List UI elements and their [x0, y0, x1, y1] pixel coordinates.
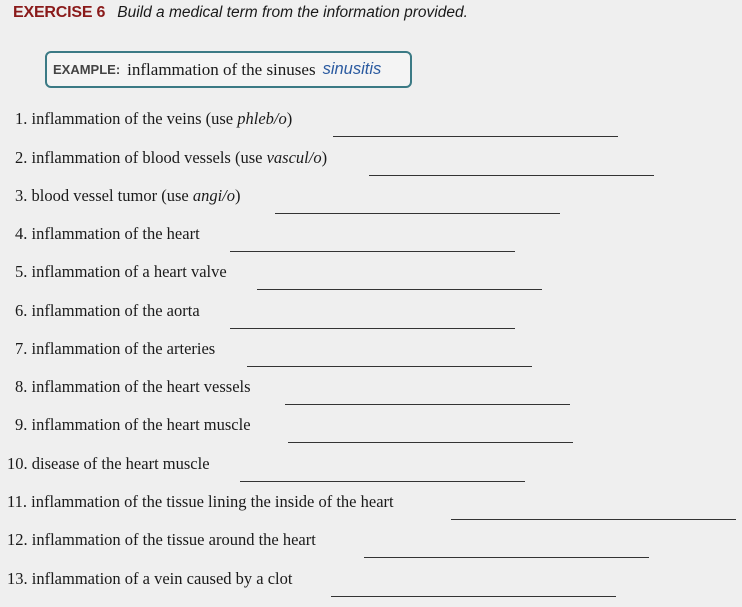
answer-blank[interactable] — [331, 596, 616, 597]
answer-blank[interactable] — [288, 442, 573, 443]
answer-blank[interactable] — [369, 175, 654, 176]
exercise-item-text — [15, 301, 200, 321]
item-prompt: inflammation of a heart valve — [31, 262, 227, 281]
exercise-item — [0, 569, 742, 607]
exercise-number: EXERCISE 6 — [13, 4, 106, 21]
item-prompt: inflammation of a vein caused by a clot — [31, 569, 293, 588]
exercise-item-text — [15, 415, 251, 435]
exercise-item — [0, 415, 742, 453]
exercise-item-text — [7, 454, 210, 474]
item-number: 5. — [15, 262, 32, 281]
example-answer: sinusitis — [322, 60, 382, 78]
item-prompt: inflammation of the arteries — [31, 339, 216, 358]
exercise-item-text — [15, 224, 200, 244]
exercise-item — [0, 492, 742, 530]
item-number: 7. — [15, 339, 32, 358]
item-number: 12. — [7, 530, 32, 549]
item-number: 3. — [15, 186, 32, 205]
item-number: 8. — [15, 377, 32, 396]
answer-blank[interactable] — [240, 481, 525, 482]
exercise-item-text — [15, 262, 227, 282]
item-root: angi/o — [192, 186, 235, 205]
example-box — [45, 51, 412, 88]
example-label: EXAMPLE: — [53, 62, 121, 77]
exercise-item — [0, 262, 742, 300]
exercise-item-text — [7, 569, 292, 589]
exercise-item — [0, 377, 742, 415]
item-prompt: disease of the heart muscle — [31, 454, 210, 473]
exercise-item-text — [7, 530, 316, 550]
item-suffix: ) — [234, 186, 241, 205]
item-prompt: inflammation of the tissue around the heart — [31, 530, 316, 549]
item-prompt: blood vessel tumor (use — [31, 186, 193, 205]
exercise-item — [0, 109, 742, 147]
exercise-instruction: Build a medical term from the information provided. — [117, 4, 468, 21]
exercise-header — [13, 4, 468, 26]
answer-blank[interactable] — [257, 289, 542, 290]
exercise-item — [0, 530, 742, 568]
item-prompt: inflammation of the aorta — [31, 301, 200, 320]
item-number: 4. — [15, 224, 32, 243]
answer-blank[interactable] — [247, 366, 532, 367]
answer-blank[interactable] — [230, 328, 515, 329]
exercise-item — [0, 339, 742, 377]
exercise-item-text — [15, 377, 251, 397]
exercise-item — [0, 224, 742, 262]
exercise-item — [0, 454, 742, 492]
exercise-item — [0, 301, 742, 339]
exercise-item — [0, 148, 742, 186]
item-root: vascul/o — [266, 148, 322, 167]
exercise-item-text — [15, 148, 327, 168]
item-root: phleb/o — [237, 109, 287, 128]
item-number: 11. — [7, 492, 32, 511]
item-prompt: inflammation of the heart — [31, 224, 200, 243]
item-prompt: inflammation of blood vessels (use — [31, 148, 267, 167]
item-suffix: ) — [321, 148, 328, 167]
exercise-item-text — [15, 186, 240, 206]
example-prompt: inflammation of the sinuses — [127, 59, 316, 79]
exercise-item — [0, 186, 742, 224]
item-prompt: inflammation of the heart muscle — [31, 415, 251, 434]
exercise-item-text — [15, 339, 215, 359]
answer-blank[interactable] — [275, 213, 560, 214]
item-prompt: inflammation of the tissue lining the inside of the heart — [31, 492, 394, 511]
item-prompt: inflammation of the heart vessels — [31, 377, 251, 396]
answer-blank[interactable] — [364, 557, 649, 558]
answer-blank[interactable] — [333, 136, 618, 137]
answer-blank[interactable] — [285, 404, 570, 405]
item-number: 6. — [15, 301, 32, 320]
item-number: 2. — [15, 148, 32, 167]
answer-blank[interactable] — [451, 519, 736, 520]
item-number: 1. — [15, 109, 32, 128]
item-number: 10. — [7, 454, 32, 473]
exercise-item-text — [7, 492, 394, 512]
item-suffix: ) — [286, 109, 293, 128]
item-prompt: inflammation of the veins (use — [31, 109, 238, 128]
exercise-item-text — [15, 109, 292, 129]
item-number: 9. — [15, 415, 32, 434]
answer-blank[interactable] — [230, 251, 515, 252]
item-number: 13. — [7, 569, 32, 588]
